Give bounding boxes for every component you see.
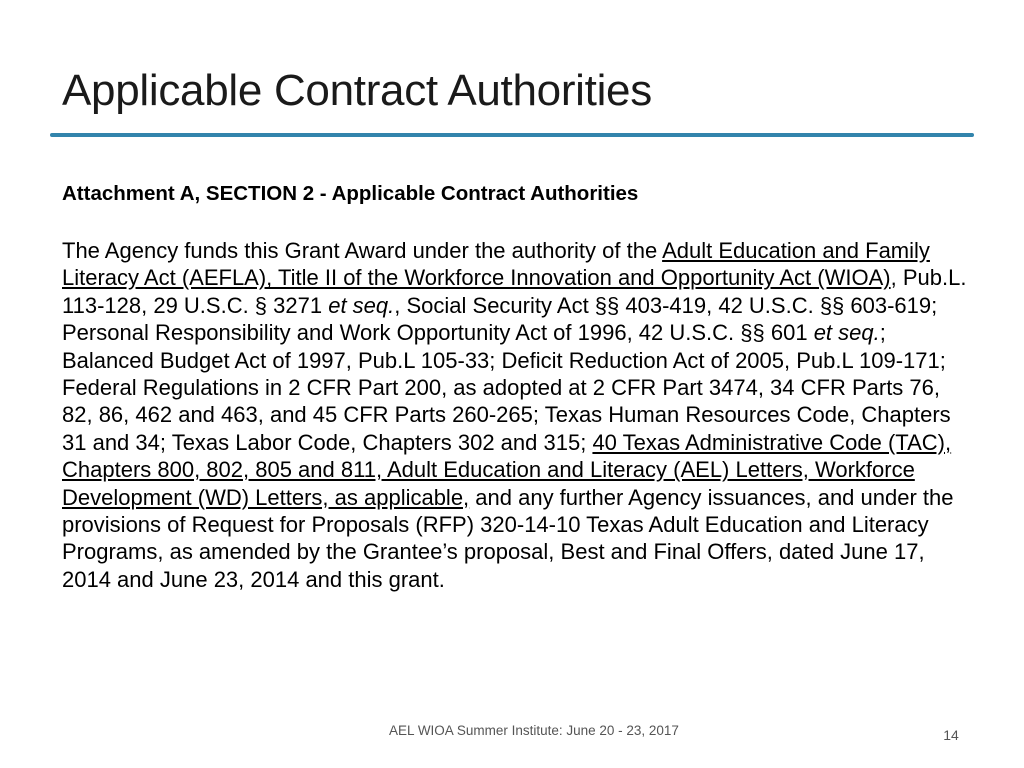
et-seq-italic-1: et seq. — [328, 292, 395, 318]
tac-ael-wd-letters-link[interactable]: 40 Texas Administrative Code (TAC), Chapters 800, 802, 805 and 811, Adult Education and Literacy (AEL) Letters, Workforce Development (WD) Letters, as applicable, — [62, 429, 952, 510]
body-text-part-5: and any further Agency issuances, and under the provisions of Request for Proposals (RFP) 320-14-10 Texas Adult Education and Literacy Programs, as amended by the Grantee’s proposal, Best and Final Offers, dated June 17, 2014 and June 23, 2014 and this grant. — [62, 484, 954, 592]
page-number: 14 — [943, 727, 959, 743]
section-heading: Attachment A, SECTION 2 - Applicable Contract Authorities — [62, 182, 639, 205]
title-divider — [50, 133, 974, 137]
slide-footer: AEL WIOA Summer Institute: June 20 - 23, 2017 — [389, 723, 679, 738]
body-text-part-1: The Agency funds this Grant Award under the authority of the — [62, 238, 663, 263]
contract-authorities-paragraph — [62, 237, 970, 593]
aefla-wioa-link[interactable]: Adult Education and Family Literacy Act (AEFLA), Title II of the Workforce Innovation and Opportunity Act (WIOA) — [62, 238, 930, 291]
body-text-part-4: ; Balanced Budget Act of 1997, Pub.L 105-33; Deficit Reduction Act of 2005, Pub.L 109-171; Federal Regulations in 2 CFR Part 200, as adopted at 2 CFR Part 3474, 34 CFR Parts 76, 82, 86, 462 and 463, and 45 CFR Parts 260-265; Texas Human Resources Code, Chapters 31 and 34; Texas Labor Code, Chapters 302 and 315; — [62, 320, 951, 455]
body-text-part-3: , Social Security Act §§ 403-419, 42 U.S.C. §§ 603-619; Personal Responsibility and Work Opportunity Act of 1996, 42 U.S.C. §§ 601 — [62, 292, 938, 346]
body-text-part-2: , Pub.L. 113-128, 29 U.S.C. § 3271 — [62, 265, 967, 318]
slide-title: Applicable Contract Authorities — [62, 66, 652, 115]
et-seq-italic-2: et seq. — [813, 320, 880, 346]
